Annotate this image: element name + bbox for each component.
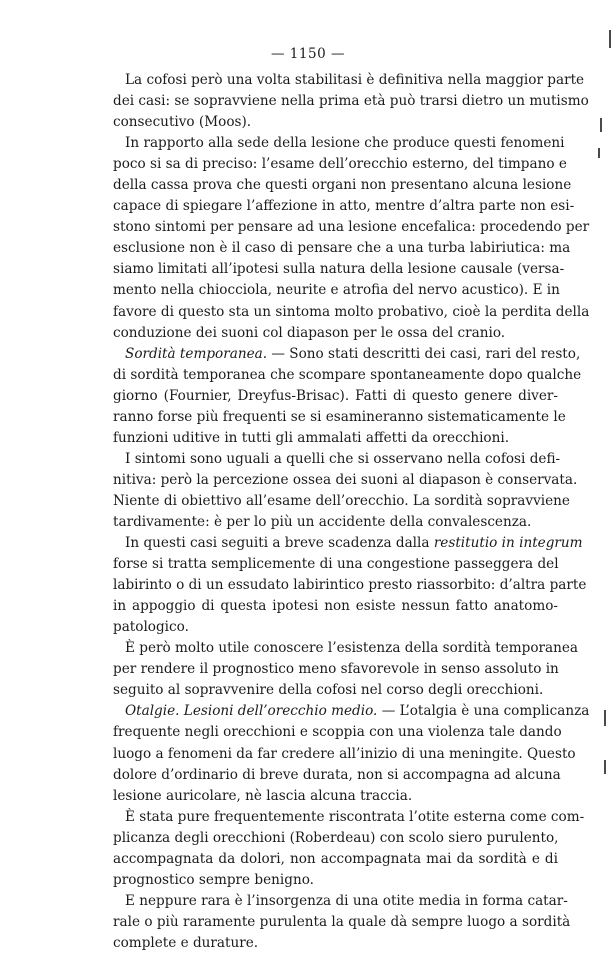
paragraph-9 (113, 891, 571, 954)
text-line: Niente di obiettivo all’esame dell’orecchio. La sordità sopravviene (113, 492, 570, 509)
text-line: patologico. (113, 619, 189, 636)
section-heading: Sordità temporanea. (125, 345, 268, 362)
text-line: della cassa prova che questi organi non presentano alcuna lesione (113, 177, 572, 194)
paragraph-8 (113, 807, 585, 891)
page-number: — 1150 — (271, 46, 345, 62)
text-line: consecutivo (Moos). (113, 114, 252, 131)
text-run: In questi casi seguiti a breve scadenza dalla (125, 535, 434, 552)
paragraph-5 (113, 533, 587, 638)
text-line: E neppure rara è l’insorgenza di una otite media in forma catar- (125, 892, 568, 909)
text-line: La cofosi però una volta stabilitasi è definitiva nella maggior parte (125, 72, 585, 88)
scan-edge-mark (598, 148, 600, 158)
text-line: tardivamente: è per lo più un accidente della convalescenza. (113, 513, 532, 530)
text-line: esclusione non è il caso di pensare che a una turba labiriutica: ma (113, 240, 571, 257)
text-line: complete e durature. (113, 934, 259, 951)
text-line: giorno (Fournier, Dreyfus-Brisac). Fatti di questo genere diver- (113, 387, 558, 404)
text-line: È stata pure frequentemente riscontrata l’otite esterna come com- (125, 808, 585, 825)
text-line: accompagnata da dolori, non accompagnata mai da sordità e di (113, 850, 558, 867)
paragraph-1 (113, 70, 589, 133)
text-line: per rendere il prognostico meno sfavorevole in senso assoluto in (113, 661, 559, 678)
text-line: labirinto o di un essudato labirintico presto riassorbito: d’altra parte (113, 577, 587, 594)
paragraph-7 (113, 701, 590, 806)
text-line: capace di spiegare l’affezione in atto, mentre d’altra parte non esi- (113, 198, 575, 215)
text-line: dolore d’ordinario di breve durata, non si accompagna ad alcuna (113, 766, 561, 783)
text-line: mento nella chiocciola, neurite e atrofia del nervo acustico). E in (113, 282, 560, 299)
scan-edge-mark (600, 118, 602, 132)
text-line: in appoggio di questa ipotesi non esiste nessun fatto anatomo- (113, 598, 558, 615)
text-line: stono sintomi per pensare ad una lesione encefalica: procedendo per (113, 219, 590, 236)
text-line (113, 533, 583, 554)
section-heading: Otalgie. Lesioni dell’orecchio medio. (125, 703, 378, 720)
text-line: conduzione dei suoni col diapason per le ossa del cranio. (113, 324, 506, 341)
paragraph-2 (113, 133, 590, 343)
text-line: prognostico sempre benigno. (113, 871, 314, 888)
text-line: lesione auricolare, nè lascia alcuna traccia. (113, 787, 413, 804)
text-line: nitiva: però la percezione ossea dei suoni al diapason è conservata. (113, 471, 578, 488)
paragraph-6 (113, 638, 579, 701)
text-line: plicanza degli orecchioni (Roberdeau) con scolo siero purulento, (113, 829, 559, 846)
text-line: siamo limitati all’ipotesi sulla natura della lesione causale (versa- (113, 261, 565, 278)
text-line: poco si sa di preciso: l’esame dell’orecchio esterno, del timpano e (113, 156, 567, 173)
scan-edge-mark (609, 30, 611, 48)
text-run: — Sono stati descritti dei casi, rari del resto, (267, 345, 581, 362)
text-line: luogo a fenomeni da far credere all’inizio di una meningite. Questo (113, 745, 576, 762)
paragraph-3 (113, 344, 582, 449)
text-line: ranno forse più frequenti se si esamineranno sistematicamente le (113, 408, 566, 425)
text-line: È però molto utile conoscere l’esistenza della sordità temporanea (125, 640, 579, 657)
text-line: rale o più raramente purulenta la quale dà sempre luogo a sordità (113, 913, 571, 930)
text-line: favore di questo sta un sintoma molto probativo, cioè la perdita della (113, 303, 590, 320)
scan-edge-mark (604, 710, 606, 726)
text-line: dei casi: se sopravviene nella prima età può trarsi dietro un mutismo (113, 93, 589, 110)
text-line: forse si tratta semplicemente di una congestione passeggera del (113, 556, 559, 573)
paragraph-4 (113, 449, 578, 533)
italic-phrase: restitutio in integrum (433, 535, 583, 552)
scan-edge-mark (604, 760, 606, 774)
text-line: frequente negli orecchioni e scoppia con una violenza tale dando (113, 724, 562, 741)
text-line: funzioni uditive in tutti gli ammalati affetti da orecchioni. (113, 429, 510, 446)
body-text (113, 70, 590, 954)
text-line (113, 701, 590, 722)
text-line (113, 344, 581, 365)
text-line: seguito al sopravvenire della cofosi nel corso degli orecchioni. (113, 682, 544, 699)
text-line: di sordità temporanea che scompare spontaneamente dopo qualche (113, 366, 582, 383)
text-line: In rapporto alla sede della lesione che produce questi fenomeni (125, 135, 565, 152)
text-run: — L’otalgia è una complicanza (377, 703, 590, 720)
text-line: I sintomi sono uguali a quelli che si osservano nella cofosi defi- (125, 450, 561, 467)
